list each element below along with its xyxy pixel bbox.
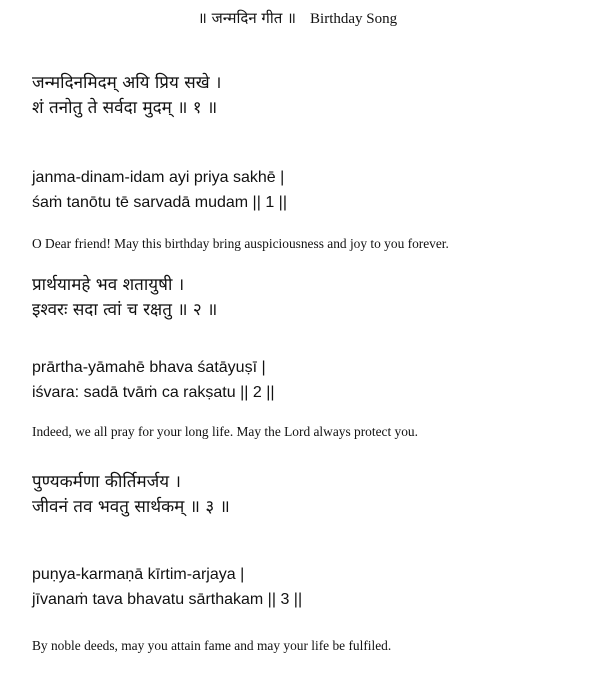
stanza-3-translation: By noble deeds, may you attain fame and may your life be fulfiled.: [32, 638, 392, 653]
verse-line: पुण्यकर्मणा कीर्तिमर्जय ।: [32, 472, 181, 492]
stanza-1-transliteration: [32, 165, 287, 215]
verse-line: जीवनं तव भवतु सार्थकम् ॥ ३ ॥: [32, 497, 230, 517]
transliteration-line: jīvanaṁ tava bhavatu sārthakam || 3 ||: [32, 591, 303, 608]
stanza-2-translation: Indeed, we all pray for your long life. May the Lord always protect you.: [32, 424, 418, 439]
transliteration-line: śaṁ tanōtu tē sarvadā mudam || 1 ||: [32, 194, 287, 211]
stanza-3-devanagari: [32, 470, 230, 520]
title-english: Birthday Song: [310, 11, 398, 27]
verse-line: इश्वरः सदा त्वां च रक्षतु ॥ २ ॥: [32, 300, 218, 320]
verse-line: शं तनोतु ते सर्वदा मुदम् ॥ १ ॥: [32, 98, 218, 118]
stanza-2-transliteration: [32, 355, 275, 405]
title-devanagari: ॥ जन्मदिन गीत ॥: [197, 9, 297, 27]
stanza-1-devanagari: [32, 71, 221, 121]
verse-line: जन्मदिनमिदम् अयि प्रिय सखे ।: [32, 73, 222, 93]
transliteration-line: prārtha-yāmahē bhava śatāyuṣī |: [32, 359, 266, 376]
transliteration-line: puṇya-karmaṇā kīrtim-arjaya |: [32, 566, 245, 583]
transliteration-line: iśvara: sadā tvāṁ ca rakṣatu || 2 ||: [32, 384, 275, 401]
page-title: [0, 8, 595, 28]
verse-line: प्रार्थयामहे भव शतायुषी ।: [32, 275, 185, 295]
stanza-1-translation: O Dear friend! May this birthday bring auspiciousness and joy to you forever.: [32, 236, 449, 251]
stanza-2-devanagari: [32, 273, 217, 323]
stanza-3-transliteration: [32, 562, 302, 612]
transliteration-line: janma-dinam-idam ayi priya sakhē |: [32, 169, 285, 186]
